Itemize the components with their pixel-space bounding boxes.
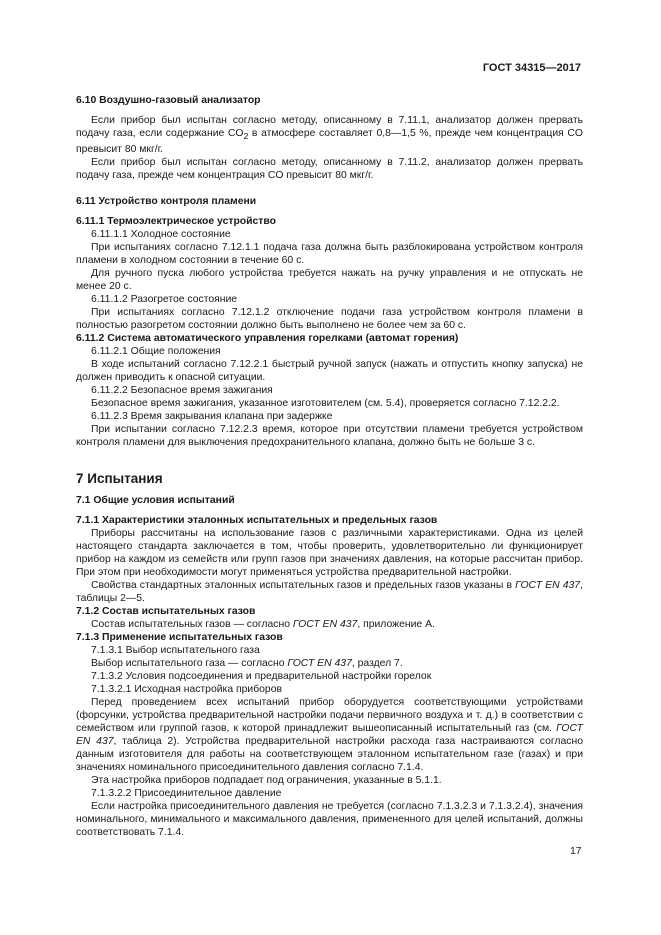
section-7-1-3-2-1: 7.1.3.2.1 Исходная настройка приборов [91,684,283,696]
section-6-11-2-2: 6.11.2.2 Безопасное время зажигания [91,385,273,397]
page-number: 17 [570,846,582,857]
paragraph-safe-time: Безопасное время зажигания, указанное изготовителем (см. 5.4), проверяется согласно 7.12.2.2. [91,398,560,410]
standard-reference: ГОСТ EN 437 [76,723,583,748]
standard-reference: ГОСТ EN 437 [287,658,352,670]
text-part: , таблицы 2—5. [76,580,583,605]
section-7-1-1-title: 7.1.1 Характеристики эталонных испытательных и предельных газов [76,515,438,527]
paragraph-initial-setup [76,696,583,774]
paragraph-general: В ходе испытаний согласно 7.12.2.1 быстрый ручной запуск (нажать и отпустить кнопку запуска) не должен приводить к опасной ситуации. [76,359,583,384]
paragraph-6-10-2: Если прибор был испытан согласно методу, описанному в 7.11.2, анализатор должен прервать подачу газа, прежде чем концентрация CO превысит 80 мкг/г. [76,157,583,182]
subscript: 2 [243,131,249,142]
section-6-11-title: 6.11 Устройство контроля пламени [76,196,257,208]
section-7-1-3-title: 7.1.3 Применение испытательных газов [76,632,283,644]
text-part: Состав испытательных газов — согласно [91,619,293,631]
page-content [76,94,583,839]
section-7-1-3-2-2: 7.1.3.2.2 Присоединительное давление [91,788,282,800]
paragraph-composition [76,618,583,631]
section-6-11-1-2: 6.11.1.2 Разогретое состояние [91,294,238,306]
paragraph-delay: При испытании согласно 7.12.2.3 время, которое при отсутствии пламени требуется устройством контроля пламени для выключения предохранительного клапана, должно быть не больше 3 с. [76,424,583,449]
section-6-10-title: 6.10 Воздушно-газовый анализатор [76,95,261,106]
paragraph-cold: При испытаниях согласно 7.12.1.1 подача газа должна быть разблокирована устройством контроля пламени в холодном состоянии в течение 60 с. [76,242,583,267]
section-7-1-3-2: 7.1.3.2 Условия подсоединения и предварительной настройки горелок [91,671,432,683]
standard-reference: ГОСТ EN 437 [515,580,581,592]
text-part: в атмосфере составляет 0,8—1,5 %, прежде чем концентрация CO превысит 80 мкг/г. [76,128,583,156]
standard-designation: ГОСТ 34315—2017 [482,62,581,74]
section-6-11-1-title: 6.11.1 Термоэлектрическое устройство [76,216,276,228]
paragraph-6-10-1 [76,114,583,156]
section-6-11-2-1: 6.11.2.1 Общие положения [91,346,221,358]
paragraph-limitations: Эта настройка приборов подпадает под ограничения, указанные в 5.1.1. [91,775,442,787]
section-7-1-title: 7.1 Общие условия испытаний [76,495,235,507]
paragraph-properties [76,579,583,605]
text-part: Перед проведением всех испытаний прибор оборудуется соответствующими устройствами (форсунки, устройства предварительной настройки подачи первичного воздуха и т. д.) в соответствии с семейством или группой газов, к которой принадлежит вышеописанный испытательный газ (см. [76,697,583,735]
text-part: Если прибор был испытан согласно методу, описанному в 7.11.1, анализатор должен прервать подачу газа, если содержание CO [76,115,583,139]
paragraph-pressure: Если настройка присоединительного давления не требуется (согласно 7.1.3.2.3 и 7.1.3.2.4), значения номинального, минимального и максимального давления, примененного для целей испытаний, должны соответствовать 7.1.4. [76,801,583,839]
section-7-1-2-title: 7.1.2 Состав испытательных газов [76,606,256,618]
section-7-title: 7 Испытания [76,471,163,487]
paragraph-selection [76,657,583,670]
paragraph-manual: Для ручного пуска любого устройства требуется нажать на ручку управления и не отпускать не менее 20 с. [76,268,583,293]
text-part: , раздел 7. [351,658,403,670]
section-6-11-1-1: 6.11.1.1 Холодное состояние [91,229,231,241]
text-part: Свойства стандартных эталонных испытательных газов и предельных газов указаны в [91,580,516,592]
section-7-1-3-1: 7.1.3.1 Выбор испытательного газа [91,645,260,657]
text-part: Выбор испытательного газа — согласно [91,658,288,670]
section-6-11-2-title: 6.11.2 Система автоматического управления горелками (автомат горения) [76,333,459,345]
paragraph-devices: Приборы рассчитаны на использование газов с различными характеристиками. Одна из целей настоящего стандарта заключается в том, чтобы проверить, удовлетворительно ли функционирует прибор на каждом из семейств или групп газов при значениях давления, на которые рассчитан прибор. При этом при необходимости могут применяться устройства предварительной настройки. [76,528,583,579]
text-part: , приложение А. [357,619,435,631]
paragraph-hot: При испытаниях согласно 7.12.1.2 отключение подачи газа устройством контроля пламени в полностью разогретом состоянии должно быть выполнено не более чем за 60 с. [76,307,583,332]
text-part: , таблица 2). Устройства предварительной настройки расхода газа настраиваются согласно данным изготовителя для работы на соответствующем эталонном испытательном газе (газах) и при значениях номинального присоединительного давления согласно 7.1.4. [76,736,583,774]
section-6-11-2-3: 6.11.2.3 Время закрывания клапана при задержке [91,411,333,423]
standard-reference: ГОСТ EN 437 [292,619,358,631]
